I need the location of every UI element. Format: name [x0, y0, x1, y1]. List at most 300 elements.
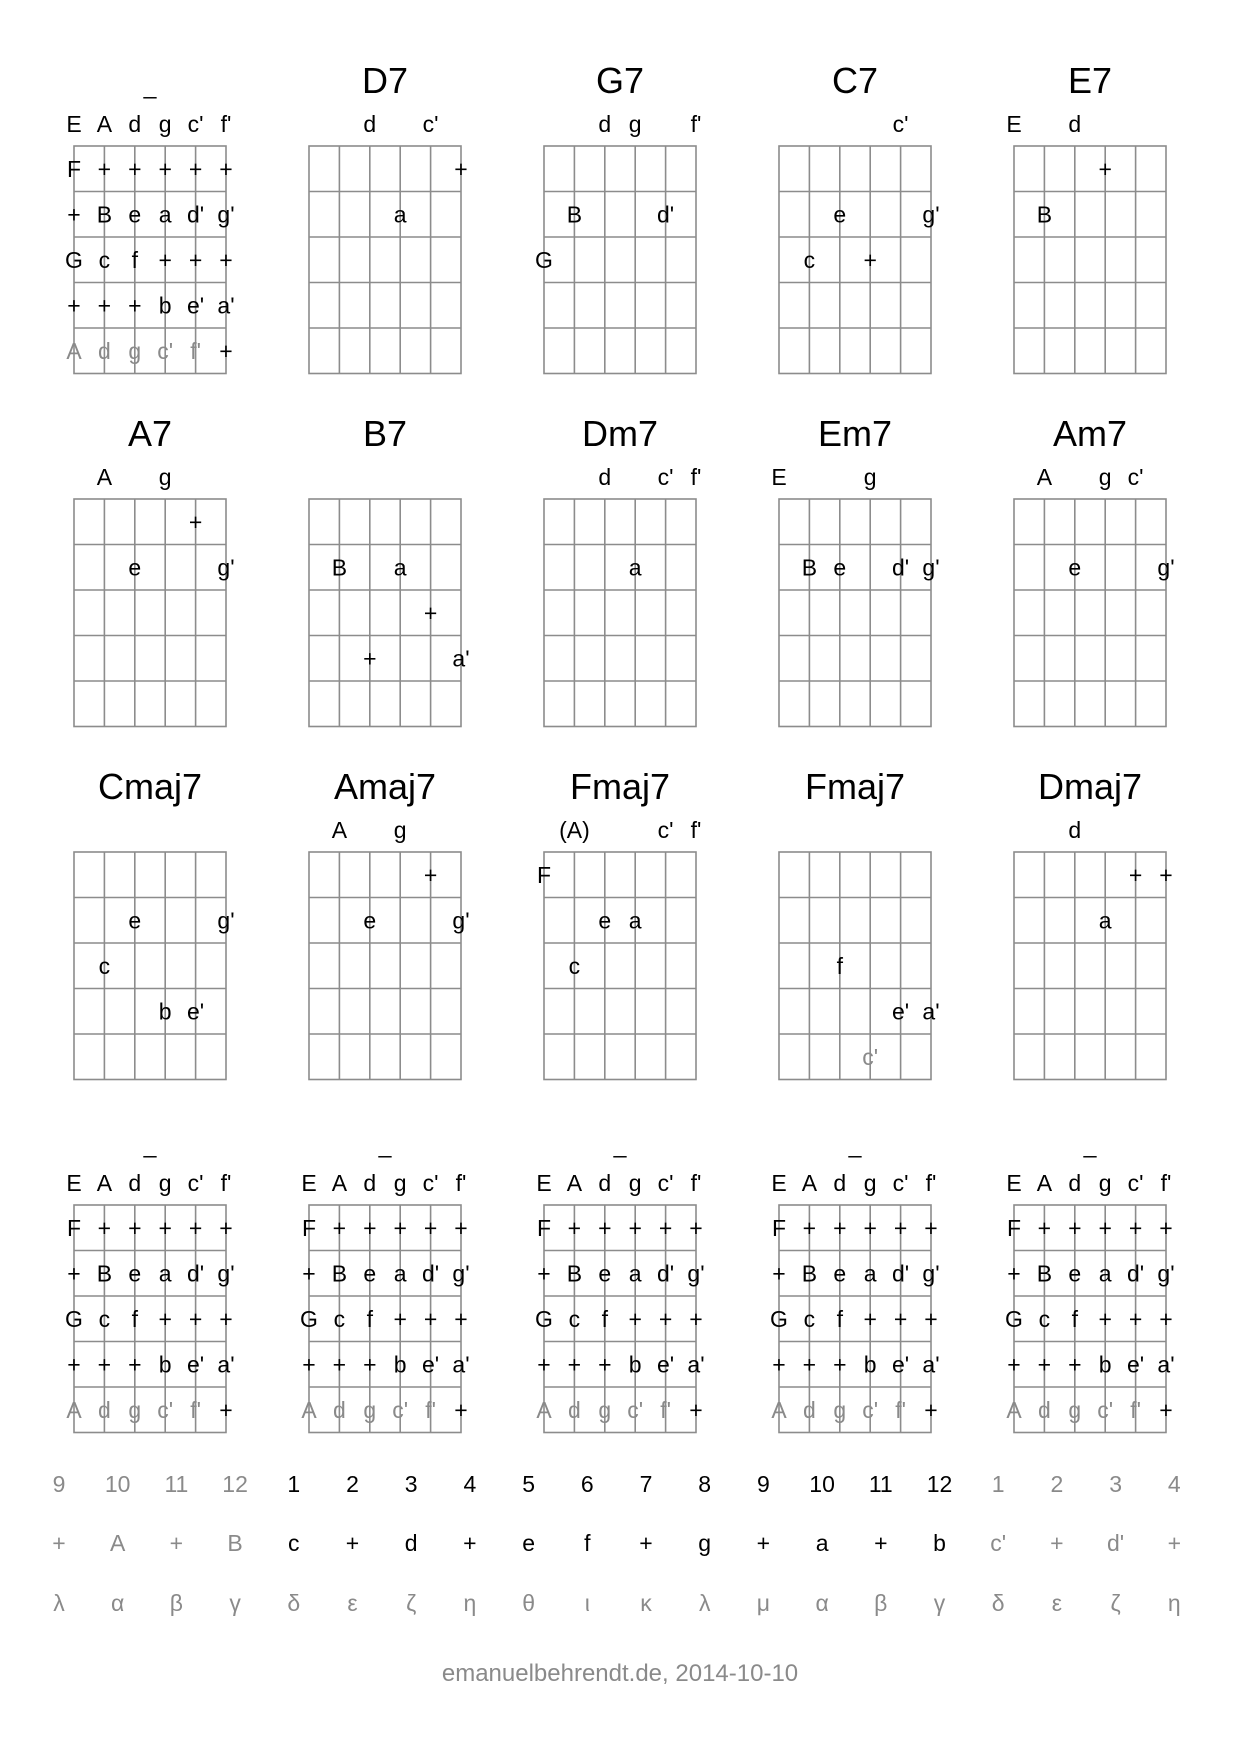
fretboard-grid [779, 146, 931, 374]
overview-note: + [158, 155, 172, 182]
overview-note: A [536, 1396, 552, 1423]
overview-note: + [219, 155, 233, 182]
overview-note: f [131, 246, 138, 273]
chord-name: Em7 [817, 413, 893, 454]
fretboard-grid [544, 146, 696, 374]
overview-note: f' [1130, 1396, 1141, 1423]
overview-note: e' [1127, 1351, 1145, 1378]
open-string-note: A [96, 464, 113, 490]
fretted-note: g' [922, 201, 940, 228]
overview-note: d [803, 1396, 816, 1423]
overview-note: + [219, 246, 233, 273]
fretted-note: e [128, 907, 142, 934]
overview-open-note: c' [892, 1170, 909, 1196]
overview-open-note: g [158, 1170, 172, 1196]
overview-note: + [863, 1214, 877, 1241]
open-string-note: c' [892, 111, 909, 137]
overview-note: d' [657, 1260, 675, 1287]
strip-note: g [698, 1530, 712, 1556]
overview-note: + [393, 1214, 407, 1241]
fretboard-grid [74, 499, 226, 727]
overview-note: + [158, 1305, 172, 1332]
open-string-note: d [1068, 817, 1082, 843]
overview-note: A [66, 337, 82, 364]
overview-note: g' [217, 1260, 235, 1287]
overview-note: + [598, 1351, 612, 1378]
strip-number: 2 [346, 1471, 359, 1497]
overview-open-note: d [363, 1170, 377, 1196]
overview-note: B [801, 1260, 818, 1287]
strip-number: 6 [580, 1471, 594, 1497]
overview-open-note: E [66, 111, 82, 137]
strip-greek-letter: η [463, 1590, 477, 1616]
strip-greek-letter: η [1167, 1590, 1181, 1616]
overview-note: + [1098, 1305, 1112, 1332]
overview-note: g' [452, 1260, 470, 1287]
overview-note: + [658, 1214, 673, 1241]
overview-note: A [1006, 1396, 1022, 1423]
chord-name: D7 [361, 60, 409, 101]
overview-note: f [366, 1305, 373, 1332]
strip-note: + [345, 1530, 360, 1556]
overview-note: + [1128, 1214, 1143, 1241]
overview-note: G [770, 1305, 788, 1332]
overview-fretboard [65, 73, 235, 374]
fretted-note: e [833, 554, 847, 581]
overview-note: G [535, 1305, 553, 1332]
open-string-note: c' [657, 817, 674, 843]
strip-greek-letter: γ [229, 1590, 241, 1616]
chord-name: Am7 [1052, 413, 1128, 454]
fretted-note: a' [922, 998, 940, 1025]
overview-note: + [1007, 1351, 1021, 1378]
overview-note: + [219, 1396, 233, 1423]
overview-note: e [363, 1260, 377, 1287]
overview-note: + [454, 1214, 468, 1241]
strip-note: b [933, 1530, 946, 1556]
overview-note: g [1068, 1396, 1082, 1423]
overview-note: c' [862, 1396, 879, 1423]
overview-open-note: c' [187, 111, 204, 137]
strip-number: 9 [757, 1471, 770, 1497]
chord-diagram [1014, 413, 1175, 727]
overview-open-note: d [128, 1170, 142, 1196]
overview-note: + [1159, 1214, 1173, 1241]
strip-note: c [288, 1530, 300, 1556]
overview-note: F [301, 1214, 317, 1241]
fretted-note: + [423, 861, 438, 888]
strip-note: a [815, 1530, 829, 1556]
overview-note: + [128, 292, 142, 319]
overview-note: e' [892, 1351, 910, 1378]
chord-diagram [309, 60, 468, 374]
overview-note: F [536, 1214, 552, 1241]
fretted-note: e [1068, 554, 1082, 581]
overview-note: + [302, 1351, 316, 1378]
overview-note: d [568, 1396, 581, 1423]
fretboard-grid [74, 852, 226, 1080]
overview-fretboard [770, 1132, 940, 1433]
overview-note: c [333, 1305, 346, 1332]
overview-note: c' [157, 337, 174, 364]
overview-note: e [128, 201, 142, 228]
overview-note: + [1159, 1396, 1173, 1423]
overview-fretboard [1005, 1132, 1175, 1433]
chord-name: Dmaj7 [1037, 766, 1143, 807]
overview-open-note: E [301, 1170, 317, 1196]
chord-name: Dm7 [581, 413, 659, 454]
chord-name: Fmaj7 [804, 766, 906, 807]
overview-open-note: g [1098, 1170, 1112, 1196]
overview-note: e' [187, 1351, 205, 1378]
strip-number: 3 [1109, 1471, 1122, 1497]
strip-note: + [639, 1530, 653, 1556]
overview-note: B [96, 1260, 113, 1287]
overview-note: + [67, 1351, 81, 1378]
chord-name: A7 [127, 413, 173, 454]
overview-open-note: f' [1160, 1170, 1172, 1196]
overview-note: g' [687, 1260, 705, 1287]
fretted-note: + [1098, 155, 1112, 182]
overview-note: a' [687, 1351, 705, 1378]
open-string-note: f' [690, 817, 702, 843]
chord-diagram [1014, 766, 1173, 1080]
overview-open-note: A [96, 111, 113, 137]
overview-note: f' [895, 1396, 906, 1423]
overview-note: + [833, 1214, 847, 1241]
strip-number: 9 [52, 1471, 66, 1497]
overview-note: + [67, 201, 81, 228]
strip-number: 2 [1050, 1471, 1064, 1497]
overview-note: + [628, 1214, 642, 1241]
overview-note: f [1071, 1305, 1078, 1332]
overview-note: + [97, 292, 112, 319]
strip-note: + [756, 1530, 771, 1556]
fretted-note: a [393, 201, 407, 228]
overview-note: + [67, 1260, 81, 1287]
overview-note: e' [187, 292, 205, 319]
strip-note: + [1050, 1530, 1064, 1556]
overview-note: + [158, 1214, 172, 1241]
fretboard-grid [779, 852, 931, 1080]
strip-number: 10 [104, 1471, 131, 1497]
overview-note: a' [217, 1351, 235, 1378]
overview-note: g [598, 1396, 612, 1423]
overview-open-note: d [598, 1170, 612, 1196]
overview-note: c [98, 1305, 111, 1332]
overview-note: + [567, 1351, 582, 1378]
overview-note: + [1007, 1260, 1021, 1287]
overview-open-note: E [1006, 1170, 1022, 1196]
strip-note: + [52, 1530, 66, 1556]
fretted-note: + [863, 246, 877, 273]
overview-note: a' [452, 1351, 470, 1378]
overview-note: B [566, 1260, 583, 1287]
open-string-note: g [863, 464, 877, 490]
overview-note: + [97, 1351, 112, 1378]
fretboard-grid [544, 499, 696, 727]
fretboard-grid [779, 499, 931, 727]
overview-note: + [772, 1351, 786, 1378]
fretboard-grid [1014, 852, 1166, 1080]
overview-open-note: c' [657, 1170, 674, 1196]
overview-note: + [1159, 1305, 1173, 1332]
chord-diagram [309, 413, 470, 727]
overview-note: + [924, 1396, 938, 1423]
overview-note: + [454, 1305, 468, 1332]
overview-note: c [1038, 1305, 1051, 1332]
overview-open-note: A [566, 1170, 583, 1196]
overview-note: + [567, 1214, 582, 1241]
overview-dash: _ [613, 1132, 627, 1158]
overview-note: B [331, 1260, 348, 1287]
overview-note: + [128, 1214, 142, 1241]
overview-note: a' [217, 292, 235, 319]
overview-note: + [598, 1214, 612, 1241]
overview-open-note: A [331, 1170, 348, 1196]
fretted-note: d' [892, 554, 910, 581]
overview-note: + [893, 1214, 908, 1241]
overview-note: f' [190, 337, 201, 364]
strip-note: f [584, 1530, 591, 1556]
fretted-note: e' [187, 998, 205, 1025]
fretted-note: c [803, 246, 816, 273]
overview-open-note: d [1068, 1170, 1082, 1196]
overview-note: + [128, 155, 142, 182]
overview-note: e' [422, 1351, 440, 1378]
chord-diagram [537, 766, 701, 1080]
open-string-note: A [1036, 464, 1053, 490]
overview-open-note: g [158, 111, 172, 137]
overview-note: d' [892, 1260, 910, 1287]
fretted-note: e' [892, 998, 910, 1025]
overview-note: G [65, 246, 83, 273]
overview-note: + [802, 1351, 817, 1378]
fretboard-grid [544, 852, 696, 1080]
strip-greek-letter: β [169, 1590, 184, 1616]
fretted-note: c [98, 952, 111, 979]
overview-note: e' [657, 1351, 675, 1378]
overview-note: b [158, 292, 172, 319]
overview-open-note: f' [455, 1170, 467, 1196]
overview-note: c [568, 1305, 581, 1332]
strip-greek-letter: α [815, 1590, 829, 1616]
overview-note: + [363, 1351, 377, 1378]
open-string-note: c' [422, 111, 439, 137]
fretted-note: e [598, 907, 612, 934]
fretted-note: e [833, 201, 847, 228]
overview-note: + [219, 337, 233, 364]
overview-note: c [803, 1305, 816, 1332]
overview-fretboard [535, 1132, 705, 1433]
overview-note: + [219, 1305, 233, 1332]
overview-note: + [1037, 1351, 1052, 1378]
overview-fretboard [300, 1132, 470, 1433]
overview-note: f' [425, 1396, 436, 1423]
chord-diagram [771, 413, 939, 727]
overview-note: + [97, 155, 112, 182]
overview-note: + [893, 1305, 908, 1332]
overview-note: + [128, 1351, 142, 1378]
chord-diagram [309, 766, 470, 1080]
open-string-note: A [331, 817, 348, 843]
overview-note: G [300, 1305, 318, 1332]
overview-note: A [66, 1396, 82, 1423]
overview-note: + [67, 292, 81, 319]
overview-note: + [772, 1260, 786, 1287]
strip-greek-letter: δ [287, 1590, 301, 1616]
strip-greek-letter: α [111, 1590, 125, 1616]
fretted-note: g' [452, 907, 470, 934]
overview-open-note: g [863, 1170, 877, 1196]
fretted-note: F [536, 861, 552, 888]
fretted-note: a [628, 907, 642, 934]
fretted-note: + [1159, 861, 1173, 888]
overview-note: a [863, 1260, 877, 1287]
overview-note: A [301, 1396, 317, 1423]
overview-open-note: A [1036, 1170, 1053, 1196]
strip-number: 4 [463, 1471, 477, 1497]
chord-diagram [779, 60, 940, 374]
fretted-note: B [1036, 201, 1053, 228]
strip-greek-letter: ε [1051, 1590, 1063, 1616]
overview-open-note: E [536, 1170, 552, 1196]
fretted-note: g' [217, 554, 235, 581]
overview-note: b [863, 1351, 877, 1378]
overview-note: F [1006, 1214, 1022, 1241]
open-string-note: d [363, 111, 377, 137]
strip-greek-letter: γ [933, 1590, 946, 1616]
fretted-note: d' [657, 201, 675, 228]
overview-note: g [128, 1396, 142, 1423]
overview-note: + [802, 1214, 817, 1241]
chord-name: C7 [831, 60, 879, 101]
chord-diagram [779, 766, 940, 1080]
fretted-note: g' [922, 554, 940, 581]
overview-note: + [689, 1396, 703, 1423]
overview-note: F [66, 1214, 82, 1241]
overview-note: c [98, 246, 111, 273]
open-string-note: f' [690, 464, 702, 490]
overview-note: b [1098, 1351, 1112, 1378]
overview-note: + [689, 1305, 703, 1332]
strip-number: 5 [522, 1471, 535, 1497]
strip-greek-letter: δ [991, 1590, 1005, 1616]
overview-dash: _ [143, 1132, 157, 1158]
overview-note: + [628, 1305, 642, 1332]
overview-note: g [128, 337, 142, 364]
chord-name: Cmaj7 [97, 766, 203, 807]
strip-note: B [227, 1530, 243, 1556]
strip-number: 12 [222, 1471, 248, 1497]
open-string-note: c' [1127, 464, 1144, 490]
overview-note: d [333, 1396, 346, 1423]
strip-greek-letter: ε [347, 1590, 358, 1616]
overview-note: g' [217, 201, 235, 228]
strip-greek-letter: λ [698, 1590, 711, 1616]
chord-diagram [74, 766, 235, 1080]
footer-credit: emanuelbehrendt.de, 2014-10-10 [441, 1660, 799, 1687]
overview-note: + [833, 1351, 847, 1378]
overview-note: + [863, 1305, 877, 1332]
fretted-note: + [188, 508, 203, 535]
overview-note: + [188, 1305, 203, 1332]
overview-note: + [454, 1396, 468, 1423]
fretted-note: B [566, 201, 583, 228]
overview-note: a [1098, 1260, 1112, 1287]
overview-note: A [771, 1396, 787, 1423]
overview-note: c' [627, 1396, 644, 1423]
overview-note: b [628, 1351, 642, 1378]
overview-note: a' [1157, 1351, 1175, 1378]
overview-note: + [188, 155, 203, 182]
overview-note: + [363, 1214, 377, 1241]
chord-diagram [1006, 60, 1166, 374]
overview-note: a [628, 1260, 642, 1287]
open-string-note: E [771, 464, 787, 490]
strip-number: 8 [698, 1471, 712, 1497]
overview-note: g [363, 1396, 377, 1423]
fretted-note: c [568, 952, 581, 979]
overview-note: a [158, 201, 172, 228]
overview-note: + [537, 1351, 551, 1378]
overview-note: + [423, 1305, 438, 1332]
overview-open-note: E [771, 1170, 787, 1196]
fretted-note: e [363, 907, 377, 934]
fretted-note: B [801, 554, 818, 581]
overview-note: f [601, 1305, 608, 1332]
overview-note: a' [922, 1351, 940, 1378]
overview-open-note: f' [925, 1170, 937, 1196]
overview-note: d [98, 337, 111, 364]
strip-number: 12 [926, 1471, 953, 1497]
reference-strip [52, 1471, 1181, 1616]
overview-note: e [1068, 1260, 1082, 1287]
overview-note: f [131, 1305, 138, 1332]
overview-note: + [658, 1305, 673, 1332]
open-string-note: c' [657, 464, 674, 490]
fretted-note: + [363, 645, 377, 672]
fretted-note: a [628, 554, 642, 581]
overview-note: + [302, 1260, 316, 1287]
overview-note: + [423, 1214, 438, 1241]
chord-name: B7 [362, 413, 408, 454]
fretted-note: g' [1157, 554, 1175, 581]
strip-greek-letter: ι [584, 1590, 590, 1616]
overview-open-note: d [128, 111, 142, 137]
overview-open-note: A [801, 1170, 818, 1196]
overview-note: f [836, 1305, 843, 1332]
overview-note: d' [187, 1260, 205, 1287]
strip-number: 7 [639, 1471, 653, 1497]
fretted-note: f [836, 952, 843, 979]
fretted-note: e [128, 554, 142, 581]
overview-note: a [393, 1260, 407, 1287]
overview-open-note: f' [220, 111, 232, 137]
strip-note: + [1167, 1530, 1182, 1556]
chord-name: Fmaj7 [569, 766, 671, 807]
overview-note: b [158, 1351, 172, 1378]
overview-note: c' [157, 1396, 174, 1423]
overview-note: + [393, 1305, 407, 1332]
overview-open-note: g [393, 1170, 407, 1196]
overview-note: + [219, 1214, 233, 1241]
strip-note: d' [1107, 1530, 1125, 1556]
overview-dash: _ [848, 1132, 862, 1158]
overview-note: d [98, 1396, 111, 1423]
open-string-note: f' [690, 111, 702, 137]
overview-open-note: f' [220, 1170, 232, 1196]
